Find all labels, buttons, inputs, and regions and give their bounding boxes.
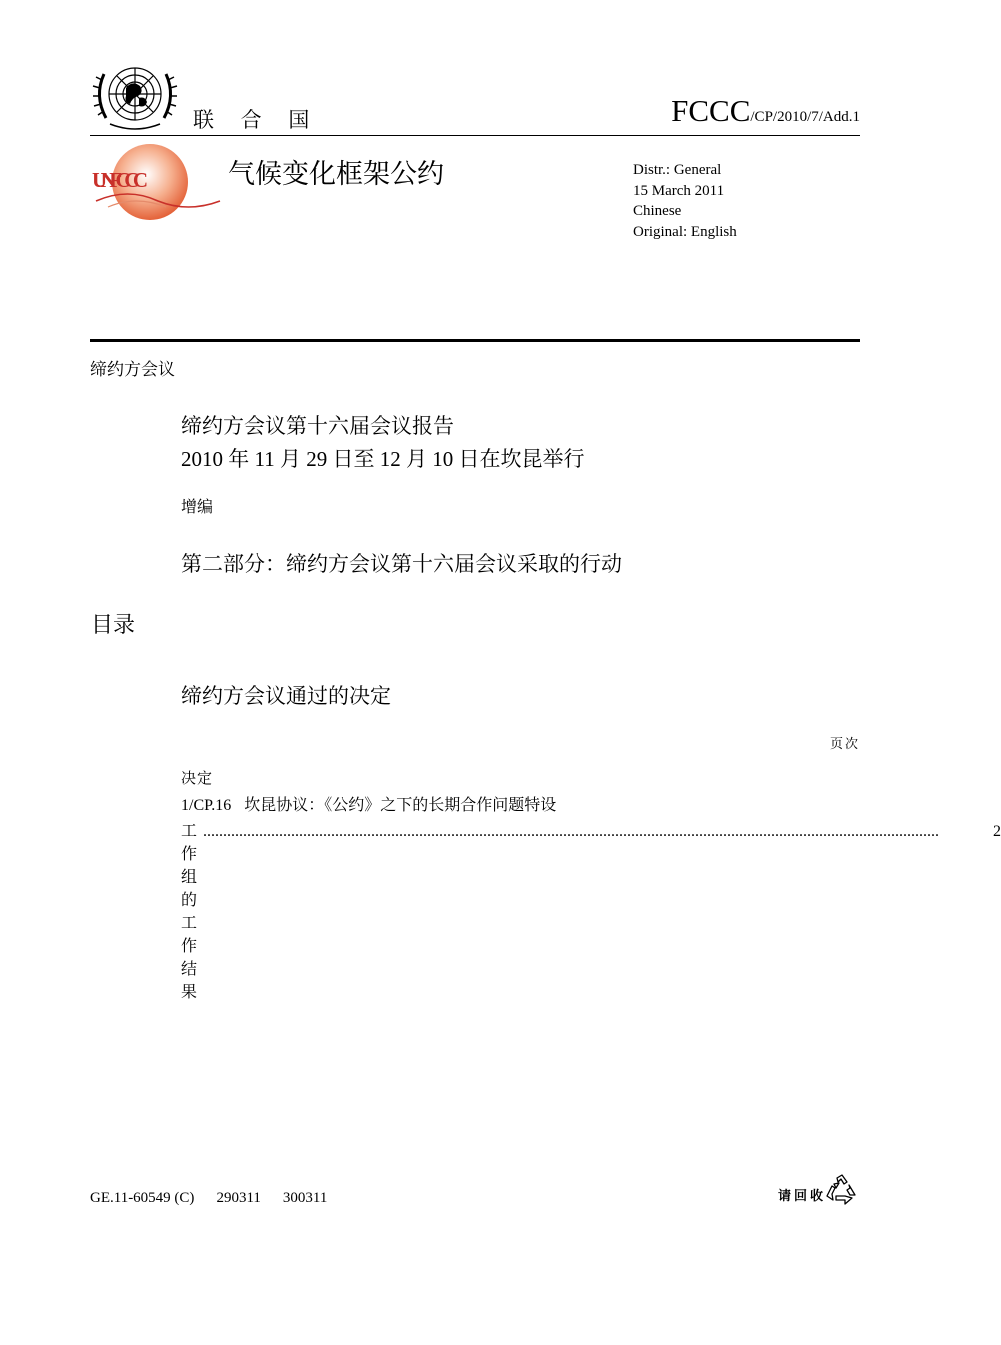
decisions-title: 缔约方会议通过的决定 bbox=[181, 684, 391, 708]
page-column-label: 页次 bbox=[829, 736, 860, 751]
footer-date1: 290311 bbox=[216, 1190, 261, 1206]
decision-page-number: 2 bbox=[993, 823, 1001, 840]
footer-doc-code bbox=[90, 1190, 349, 1207]
addendum-label: 增编 bbox=[181, 497, 214, 516]
toc-leader-dots: ........................................................................................................................................................................................ bbox=[203, 823, 940, 840]
toc-entry[interactable] bbox=[181, 792, 556, 815]
body-name: 缔约方会议 bbox=[90, 360, 175, 380]
recycle-text: 请回收 bbox=[778, 1189, 827, 1204]
decision-number: 1/CP.16 bbox=[181, 797, 232, 814]
distr-status: Distr.: General bbox=[633, 162, 722, 178]
decision-title-line2: 工作组的工作结果 bbox=[181, 823, 198, 1001]
document-symbol bbox=[671, 93, 860, 129]
convention-name: 气候变化框架公约 bbox=[228, 159, 444, 190]
distr-date: 15 March 2011 bbox=[633, 182, 725, 199]
decision-column-label: 决定 bbox=[181, 771, 214, 787]
un-org-name: 联 合 国 bbox=[193, 108, 320, 132]
report-title bbox=[181, 410, 584, 476]
toc-entry-continuation[interactable] bbox=[181, 818, 1001, 1002]
unfccc-logo bbox=[88, 143, 223, 225]
distr-original: Original: English bbox=[633, 223, 737, 240]
distr-language: Chinese bbox=[633, 203, 682, 219]
un-emblem-icon bbox=[90, 60, 180, 134]
distribution-block bbox=[633, 160, 737, 242]
footer-date2: 300311 bbox=[282, 1190, 328, 1206]
toc-heading: 目录 bbox=[91, 612, 136, 637]
report-title-line1: 缔约方会议第十六届会议报告 bbox=[181, 414, 454, 438]
symbol-suffix: /CP/2010/7/Add.1 bbox=[750, 109, 860, 125]
symbol-main: FCCC bbox=[671, 93, 751, 128]
part-title: 第二部分：缔约方会议第十六届会议采取的行动 bbox=[181, 552, 622, 576]
footer-job-number: GE.11-60549 (C) bbox=[90, 1190, 195, 1206]
unfccc-logo-text: UNFCCC bbox=[92, 168, 148, 192]
recycle-icon bbox=[825, 1174, 859, 1206]
decision-title-line1: 坎昆协议：《公约》之下的长期合作问题特设 bbox=[244, 797, 557, 814]
section-rule bbox=[90, 339, 860, 342]
report-title-line2: 2010 年 11 月 29 日至 12 月 10 日在坎昆举行 bbox=[181, 447, 585, 471]
header-rule bbox=[90, 135, 860, 136]
